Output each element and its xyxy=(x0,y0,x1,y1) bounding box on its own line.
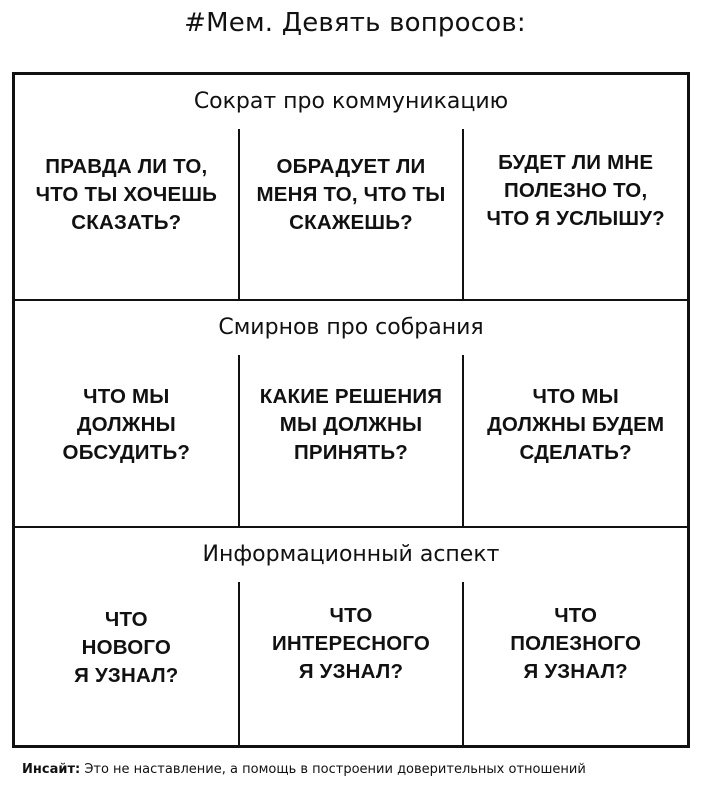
section-header: Сократ про коммуникацию xyxy=(193,89,509,114)
question-text: БУДЕТ ЛИ МНЕ ПОЛЕЗНО ТО, ЧТО Я УСЛЫШУ? xyxy=(486,151,665,230)
question-text: ЧТО МЫ ДОЛЖНЫ БУДЕМ СДЕЛАТЬ? xyxy=(487,385,665,464)
insight-label: Инсайт: xyxy=(22,762,81,777)
question-cell xyxy=(462,129,687,299)
question-text: ЧТО ПОЛЕЗНОГО Я УЗНАЛ? xyxy=(510,604,642,683)
question-cell xyxy=(462,355,687,527)
question-cell xyxy=(238,355,463,527)
question-cell xyxy=(462,582,687,748)
question-cell xyxy=(238,582,463,748)
question-row xyxy=(15,129,687,299)
section-information xyxy=(15,528,687,745)
insight-text: Это не наставление, а помощь в построении доверительных отношений xyxy=(80,762,586,777)
section-header: Информационный аспект xyxy=(202,542,500,567)
question-row xyxy=(15,355,687,527)
question-row xyxy=(15,582,687,748)
question-cell xyxy=(15,355,238,527)
question-cell xyxy=(15,582,238,748)
page-title: #Мем. Девять вопросов: xyxy=(184,8,526,38)
section-socrates xyxy=(15,75,687,299)
question-text: ЧТО ИНТЕРЕСНОГО Я УЗНАЛ? xyxy=(271,604,431,683)
question-cell xyxy=(15,129,238,299)
question-text: ОБРАДУЕТ ЛИ МЕНЯ ТО, ЧТО ТЫ СКАЖЕШЬ? xyxy=(256,155,446,234)
questions-grid xyxy=(12,72,690,748)
question-text: ПРАВДА ЛИ ТО, ЧТО ТЫ ХОЧЕШЬ СКАЗАТЬ? xyxy=(35,155,218,234)
question-text: КАКИЕ РЕШЕНИЯ МЫ ДОЛЖНЫ ПРИНЯТЬ? xyxy=(259,385,443,464)
section-header: Смирнов про собрания xyxy=(218,315,484,340)
question-cell xyxy=(238,129,463,299)
insight-footer xyxy=(22,762,586,777)
section-smirnov xyxy=(15,301,687,527)
question-text: ЧТО МЫ ДОЛЖНЫ ОБСУДИТЬ? xyxy=(62,385,191,464)
question-text: ЧТО НОВОГО Я УЗНАЛ? xyxy=(74,608,179,687)
